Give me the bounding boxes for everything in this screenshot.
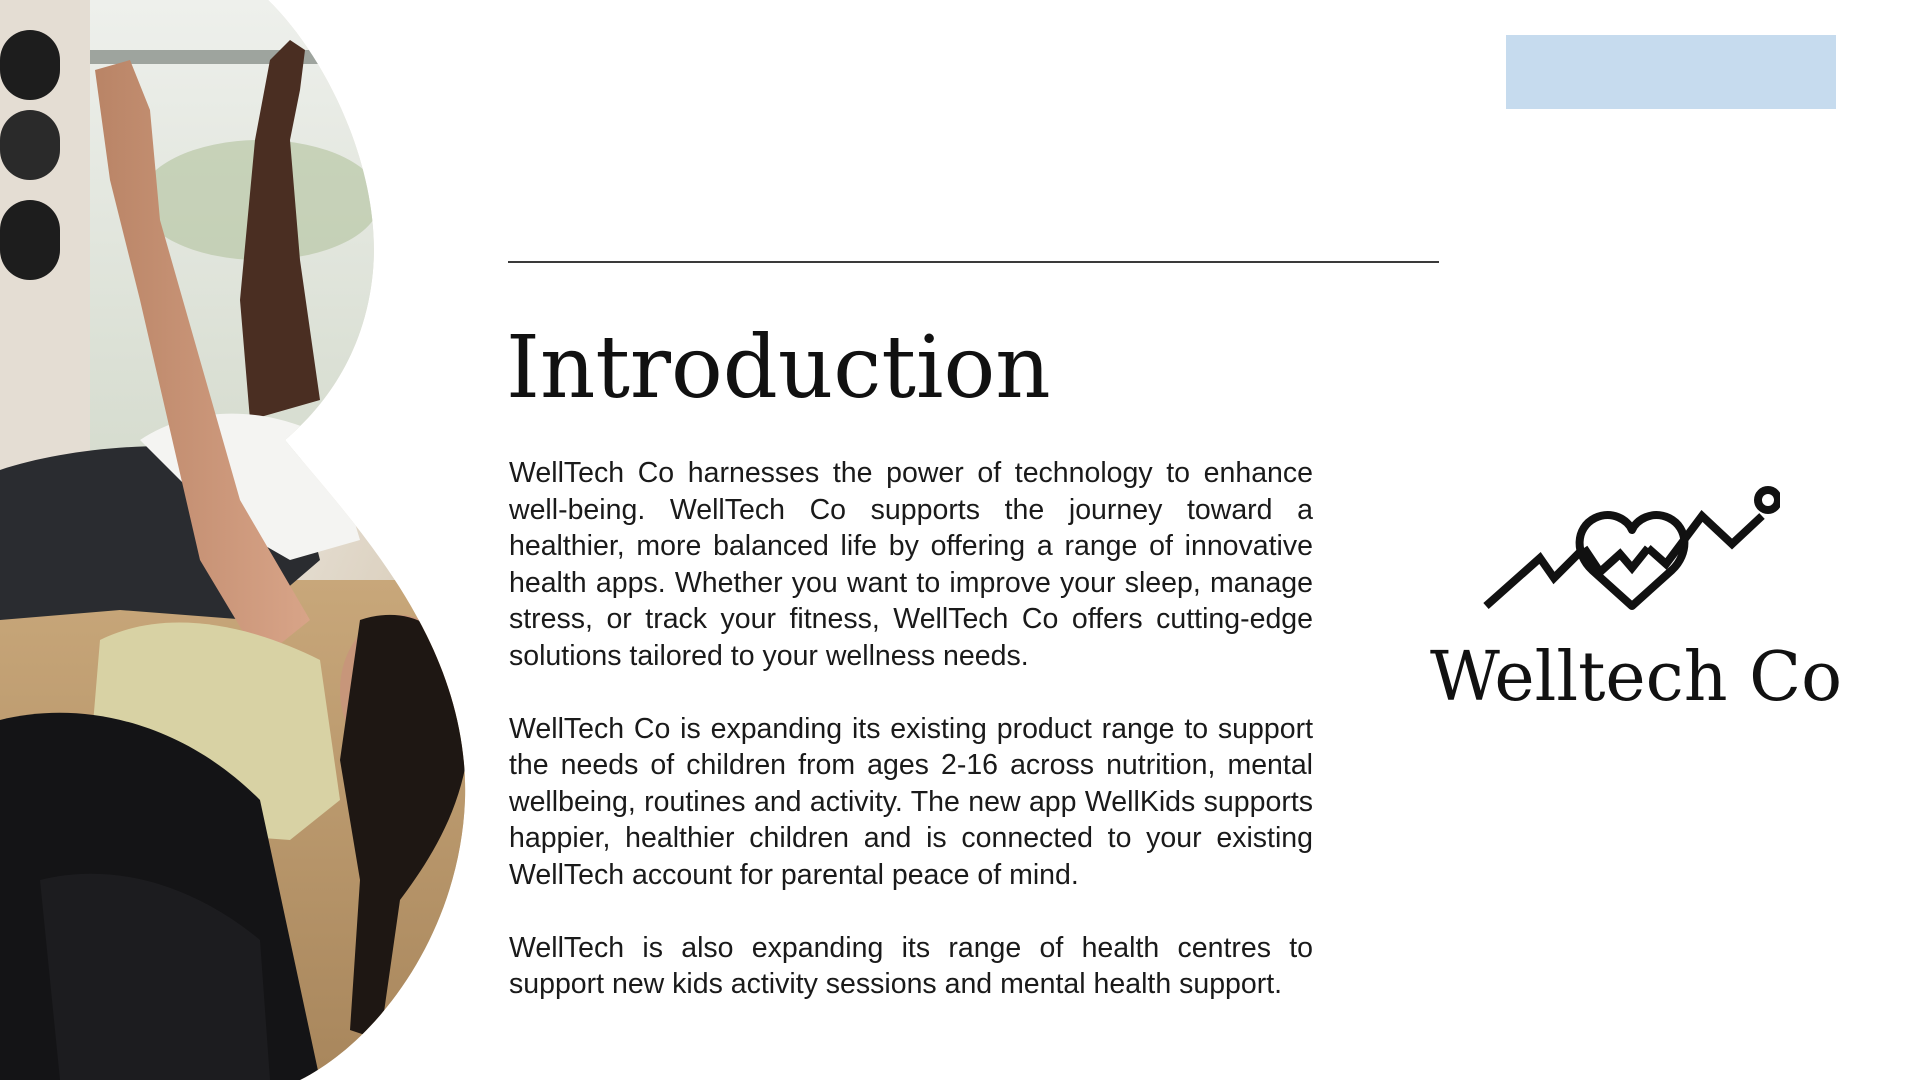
intro-body [509,455,1313,1039]
heart-pulse-graph-icon [1480,478,1780,628]
paragraph: WellTech is also expanding its range of health centres to support new kids activity sessions and mental health support. [509,931,1313,1000]
page-title: Introduction [506,318,1051,418]
title-divider [508,261,1439,263]
brand-name: Welltech Co [1430,638,1843,717]
brand-logo [1430,478,1843,738]
yoga-photo [0,0,470,1080]
paragraph: WellTech Co harnesses the power of technology to enhance well-being. WellTech Co supports the journey toward a healthier, more balanced life by offering a range of innovative health apps. Whether you want to improve your sleep, manage stress, or track your fitness, WellTech Co offers cutting-edge solutions tailored to your wellness needs. [509,457,1313,672]
accent-rectangle [1506,35,1836,109]
paragraph: WellTech Co is expanding its existing product range to support the needs of children from ages 2-16 across nutrition, mental wellbeing, routines and activity. The new app WellKids supports happier, healthier children and is connected to your existing WellTech account for parental peace of mind. [509,712,1313,891]
